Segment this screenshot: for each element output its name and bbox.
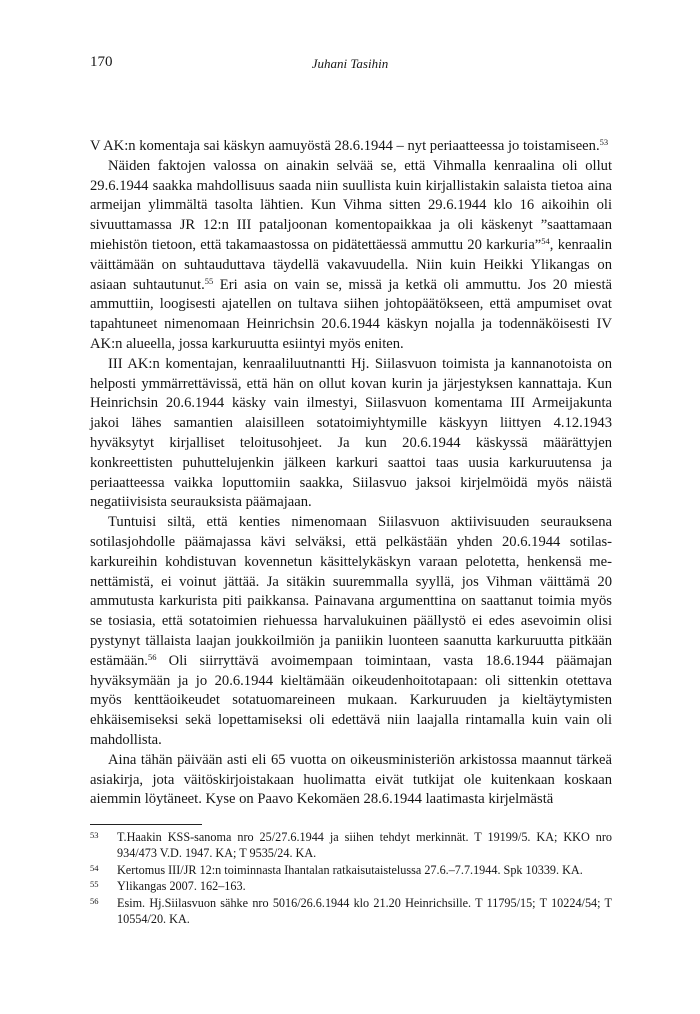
body-text <box>90 137 612 810</box>
footnote-text: T.Haakin KSS-sanoma nro 25/27.6.1944 ja siihen tehdyt merkinnät. T 19199/5. KA; KKO nro 934/473 V.D. 1947. KA; T 9535/24. KA. <box>117 830 612 861</box>
footnote-reference: 53 <box>599 137 609 147</box>
footnote-number: 56 <box>90 895 99 906</box>
paragraph-text: V AK:n komentaja sai käskyn aamuyöstä 28.6.1944 – nyt periaatteessa jo toistamiseen. <box>90 138 600 154</box>
page-number: 170 <box>90 54 113 70</box>
footnote <box>90 878 612 894</box>
body-paragraph <box>90 157 612 355</box>
paragraph-text: , kenraalin väittämään on suhtauduttava täydellä vakavuudella. Niin kuin Heikki Ylikangas on asiaan suhtautunut. <box>90 236 613 293</box>
paragraph-text: Tuntuisi siltä, että kenties nimenomaan Siilasvuon aktiivisuuden seurauksena sotilasjohdolle päämajassa kävi selväksi, että pelkästään yhden 20.6.1944 sotilaskarkureihin kohdistuvan kovennetun käsittelykäskyn varaan pelotetta, henkensä menettämistä, ei voinut jättää. Ja sitäkin suuremmalla syyllä, jos Vihman väittämä 20 ammutusta karkurista piti paikkansa. Painavana argumenttina on saattanut toimia myös se tosiasia, että sotatoimien riehuessa harvalukuinen päällystö ei edes asevoimin olisi pystynyt tällaista laajan joukkoilmiön ja paniikin luonteen saanutta karkuruutta pitkään estämään. <box>90 514 612 669</box>
paragraph-text: Näiden faktojen valossa on ainakin selvää se, että Vihmalla kenraalina oli ollut 29.6.1944 saakka mahdollisuus saada niin suullista kuin kirjallistakin salaista tietoa aina armeijan ylimmältä tasolta lähtien. Kun Vihma sitten 29.6.1944 klo 16 aikoihin oli sivuuttamassa JR 12:n III pataljoonan komentopaikkaa ja oli käskenyt ”saattamaan miehistön tietoon, että takamaastossa on pidätettäessä ammuttu 20 karkuria” <box>90 157 612 253</box>
footnote-separator <box>90 824 202 825</box>
footnote-reference: 56 <box>147 651 157 662</box>
body-paragraph <box>90 137 612 157</box>
footnote <box>90 862 612 878</box>
paragraph-text: Eri asia on vain se, missä ja ketkä oli ammuttu. Jos 20 miestä ammuttiin, loogisesti ajatellen on tultava siihen johtopäätökseen, että ampumiset ovat tapahtuneet nimenomaan Heinrichsin 20.6.1944 käskyn nojalla ja todennäköisesti IV AK:n alueella, jossa karkuruutta esiintyi myös eniten. <box>90 276 612 352</box>
footnote-text: Kertomus III/JR 12:n toiminnasta Ihantalan ratkaisutaistelussa 27.6.–7.7.1944. Spk 10339. KA. <box>117 862 583 877</box>
body-paragraph <box>90 751 612 810</box>
paragraph-text: III AK:n komentajan, kenraaliluutnantti Hj. Siilasvuon toimista ja kannanotoista on helposti ymmärrettävissä, että hän on ollut kovan kurin ja järjestyksen kannattaja. Kun Heinrichsin 20.6.1944 käsky vain ilmestyi, Siilasvuon komentama III Armeijakunta jakoi lähes samantien alaisilleen sotatoimiyhtymille käskyyn liittyen 4.12.1943 hyväksytyt kirjalliset teloitusohjeet. Ja kun 20.6.1944 käskyssä määrättyjen konkreettisten puhuttelujenkin jälkeen karkuri saattoi taas uusia karkuruutensa ja periaatteessa vaikka loputtomiin saakka, Siilasvuo jaksoi kirjelmöidä myös näistä negatiivisista seurauksista päämajaan. <box>90 355 612 511</box>
page-header <box>90 54 610 72</box>
footnote-text: Esim. Hj.Siilasvuon sähke nro 5016/26.6.1944 klo 21.20 Heinrichsille. T 11795/15; T 10224/54; T 10554/20. KA. <box>117 895 612 927</box>
footnote-reference: 55 <box>204 275 214 286</box>
footnote-reference: 54 <box>541 235 550 246</box>
running-head: Juhani Tasihin <box>311 56 389 71</box>
body-paragraph <box>90 513 612 751</box>
paragraph-text: Oli siirryttävä avoimempaan toimintaan, vasta 18.6.1944 päämajan hyväksymään ja jo 20.6.1944 kieltämään oikeudenhoitotapaan: oli sittenkin otettava myös kenttäoikeudet sotatuomareineen mukaan. Karkuruuden ja kieltäytymisten ehkäisemiseksi sekä lopettamiseksi oli edettävä niin laajalla rintamalla kuin vain oli mahdollista. <box>90 652 612 748</box>
footnote-text: Ylikangas 2007. 162–163. <box>117 879 246 894</box>
footnote <box>90 895 612 928</box>
footnote-number: 54 <box>90 862 99 873</box>
footnotes <box>90 829 612 927</box>
footnote <box>90 829 612 862</box>
body-paragraph <box>90 355 612 513</box>
paragraph-text: Aina tähän päivään asti eli 65 vuotta on oikeusministeriön arkistossa maannut tärkeä asiakirja, jota väitöskirjoistakaan huolimatta eivät tutkijat ole kuitenkaan koskaan aiemmin löytäneet. Kyse on Paavo Kekomäen 28.6.1944 laatimasta kirjelmästä <box>90 751 612 808</box>
footnote-number: 55 <box>90 879 99 890</box>
footnote-number: 53 <box>90 830 99 840</box>
